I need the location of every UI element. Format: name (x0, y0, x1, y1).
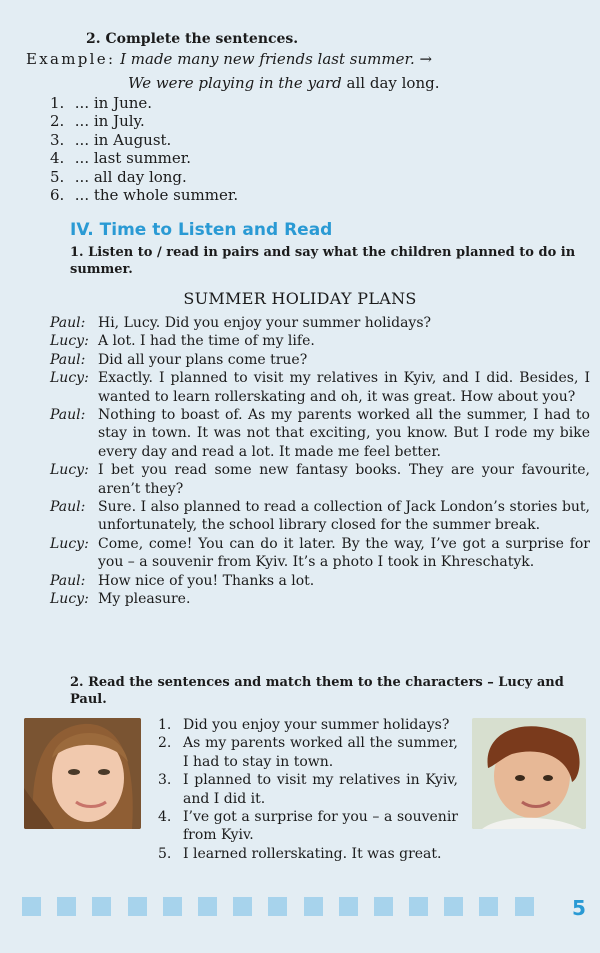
dialogue-speaker: Paul: (50, 315, 86, 331)
item-text: Did you enjoy your summer holidays? (183, 717, 450, 733)
dialogue-speaker: Lucy: (50, 370, 89, 387)
example-line (26, 50, 432, 68)
item-number: 2. (158, 735, 172, 752)
decorative-square (163, 897, 182, 916)
dialogue-speaker: Lucy: (50, 535, 89, 552)
exercise-1-list (50, 94, 238, 204)
decorative-square (515, 897, 534, 916)
example-sentence: I made many new friends last summer. → (120, 50, 433, 68)
item-text: ... the whole summer. (74, 185, 239, 204)
item-number: 3. (158, 772, 172, 789)
decorative-square (92, 897, 111, 916)
item-number: 3. (50, 130, 65, 149)
dialogue-text: Did all your plans come true? (98, 351, 308, 368)
item-number: 5. (50, 167, 65, 186)
example-label: Example: (26, 50, 116, 68)
decorative-square (233, 897, 252, 916)
example-answer-rest: all day long. (341, 74, 440, 92)
page-number: 5 (572, 896, 586, 920)
decorative-square (57, 897, 76, 916)
item-number: 5. (158, 845, 172, 862)
dialogue-text: Sure. I also planned to read a collection of Jack London’s stories but, unfortunately, the school library closed for the summer break. (98, 499, 590, 534)
item-text: ... last summer. (74, 149, 192, 168)
item-text: I learned rollerskating. It was great. (183, 845, 442, 862)
dialogue-speaker: Paul: (50, 351, 86, 368)
exercise-1-item (50, 94, 238, 112)
item-number: 6. (50, 185, 65, 204)
exercise-1-item (50, 131, 238, 149)
item-text: I’ve got a surprise for you – a souvenir from Kyiv. (183, 809, 458, 844)
decorative-squares (22, 897, 550, 916)
item-number: 2. (50, 112, 65, 131)
item-number: 1. (158, 717, 172, 733)
dialogue-speaker: Lucy: (50, 462, 89, 479)
dialogue-line (50, 369, 590, 406)
item-text: ... in August. (74, 130, 172, 149)
exercise-3-list (158, 716, 458, 863)
dialogue-line (50, 314, 590, 332)
dialogue-line (50, 498, 590, 535)
item-text: ... all day long. (74, 167, 187, 186)
dialogue-speaker: Lucy: (50, 591, 89, 608)
dialogue-text: A lot. I had the time of my life. (98, 333, 315, 350)
exercise-1-item (50, 112, 238, 130)
girl-portrait-icon (24, 718, 141, 829)
decorative-square (22, 897, 41, 916)
dialogue-text: Hi, Lucy. Did you enjoy your summer holidays? (98, 315, 432, 331)
dialogue (50, 314, 590, 609)
boy-portrait-icon (472, 718, 586, 829)
dialogue-line (50, 332, 590, 350)
dialogue-speaker: Paul: (50, 572, 86, 589)
dialogue-line (50, 351, 590, 369)
dialogue-speaker: Paul: (50, 499, 86, 516)
decorative-square (128, 897, 147, 916)
item-number: 4. (158, 809, 172, 826)
exercise-3-item (158, 808, 458, 845)
paul-photo (472, 718, 586, 829)
item-text: ... in June. (74, 94, 153, 112)
decorative-square (409, 897, 428, 916)
dialogue-line (50, 572, 590, 590)
decorative-square (339, 897, 358, 916)
exercise-1-title: 2. Complete the sentences. (86, 31, 299, 47)
exercise-3-item (158, 716, 458, 734)
item-text: ... in July. (74, 112, 145, 131)
item-number: 4. (50, 149, 65, 168)
dialogue-line (50, 535, 590, 572)
decorative-square (198, 897, 217, 916)
decorative-square (304, 897, 323, 916)
exercise-1-item (50, 149, 238, 167)
dialogue-line (50, 406, 590, 461)
decorative-square (374, 897, 393, 916)
dialogue-text: I bet you read some new fantasy books. They are your favourite, aren’t they? (98, 462, 590, 497)
section-heading: IV. Time to Listen and Read (70, 220, 333, 240)
exercise-3-item (158, 845, 458, 863)
exercise-1-item (50, 186, 238, 204)
item-number: 1. (50, 94, 65, 112)
decorative-square (479, 897, 498, 916)
exercise-3-instruction: 2. Read the sentences and match them to the characters – Lucy and Paul. (70, 675, 564, 707)
example-answer (128, 74, 440, 92)
dialogue-text: My pleasure. (98, 591, 191, 608)
decorative-square (268, 897, 287, 916)
dialogue-speaker: Lucy: (50, 333, 89, 350)
dialogue-line (50, 461, 590, 498)
dialogue-line (50, 590, 590, 608)
dialogue-speaker: Paul: (50, 407, 86, 424)
lucy-photo (24, 718, 141, 829)
exercise-2-instruction: 1. Listen to / read in pairs and say what the children planned to do in summer. (70, 245, 576, 277)
example-answer-italic: We were playing in the yard (128, 74, 342, 92)
decorative-square (444, 897, 463, 916)
dialogue-text: Nothing to boast of. As my parents worked all the summer, I had to stay in town. It was not that exciting, you know. But I rode my bike every day and read a lot. It made me feel better. (98, 407, 590, 460)
dialogue-title: SUMMER HOLIDAY PLANS (183, 289, 417, 308)
dialogue-text: How nice of you! Thanks a lot. (98, 572, 315, 589)
exercise-3-item (158, 771, 458, 808)
dialogue-text: Exactly. I planned to visit my relatives in Kyiv, and I did. Besides, I wanted to learn rollerskating and oh, it was great. How about you? (98, 370, 590, 405)
exercise-1-item (50, 168, 238, 186)
dialogue-text: Come, come! You can do it later. By the way, I’ve got a surprise for you – a souvenir from Kyiv. It’s a photo I took in Khreschatyk. (98, 535, 590, 571)
item-text: As my parents worked all the summer, I had to stay in town. (183, 735, 458, 770)
item-text: I planned to visit my relatives in Kyiv, and I did it. (183, 772, 458, 807)
exercise-3-item (158, 734, 458, 771)
